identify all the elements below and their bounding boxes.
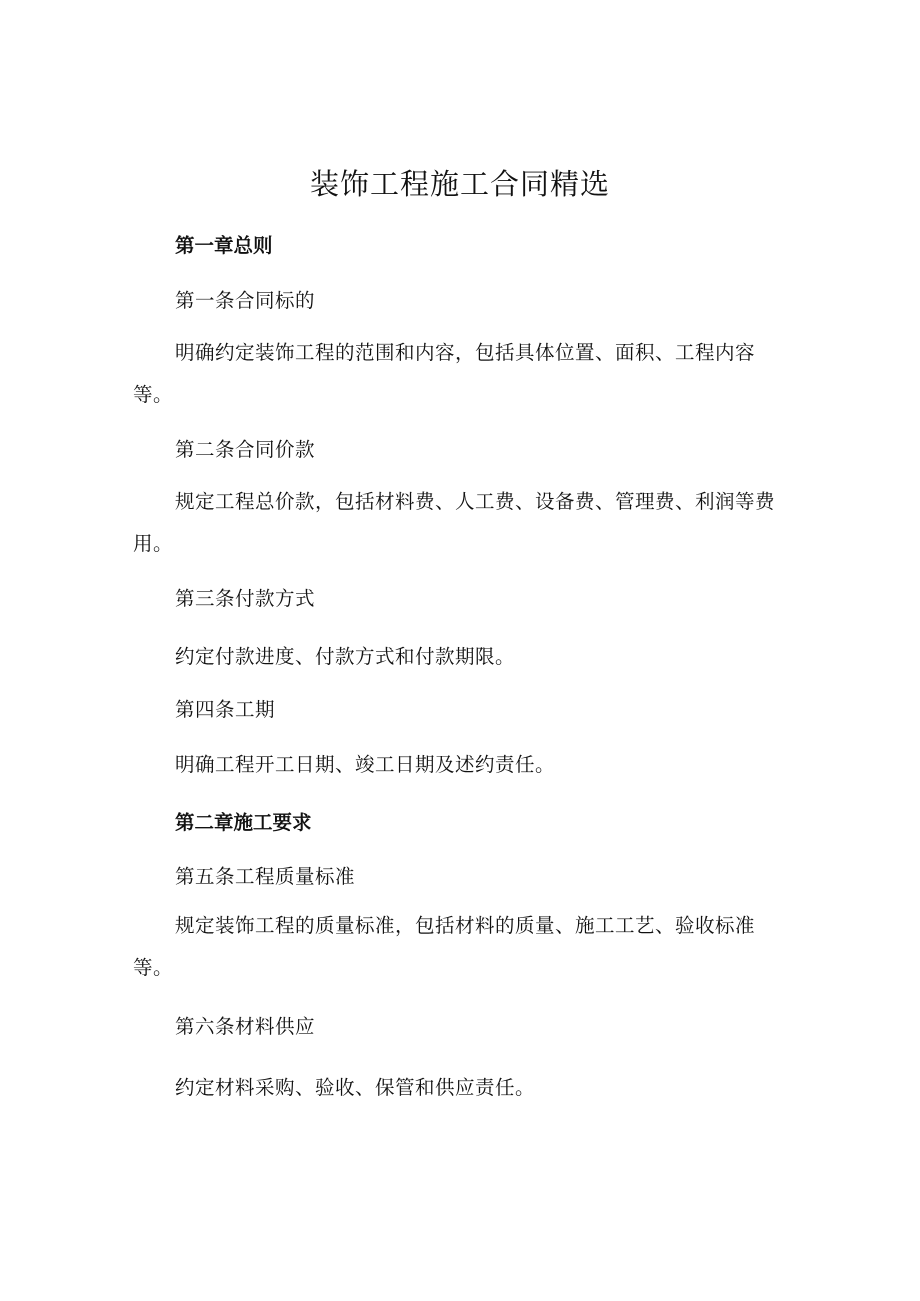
article-2-title: 第二条合同价款 [175,438,316,461]
chapter-2-heading: 第二章施工要求 [175,811,312,834]
document-title: 装饰工程施工合同精选 [309,167,610,201]
chapter-1-heading: 第一章总则 [175,234,273,257]
article-3-text: 约定付款进度、付款方式和付款期限。 [175,645,516,668]
article-1-title: 第一条合同标的 [175,289,316,312]
article-4-title: 第四条工期 [175,698,276,721]
article-3-title: 第三条付款方式 [175,587,316,610]
article-1-text: 明确约定装饰工程的范围和内容，包括具体位置、面积、工程内容等。 [133,341,756,406]
article-4-text: 明确工程开工日期、竣工日期及述约责任。 [175,753,556,776]
article-2-text: 规定工程总价款，包括材料费、人工费、设备费、管理费、利润等费用。 [133,490,776,555]
article-6-title: 第六条材料供应 [175,1015,316,1038]
article-6-text: 约定材料采购、验收、保管和供应责任。 [175,1076,536,1099]
article-5-text: 规定装饰工程的质量标准，包括材料的质量、施工工艺、验收标准等。 [133,914,756,979]
article-5-title: 第五条工程质量标准 [175,865,356,888]
